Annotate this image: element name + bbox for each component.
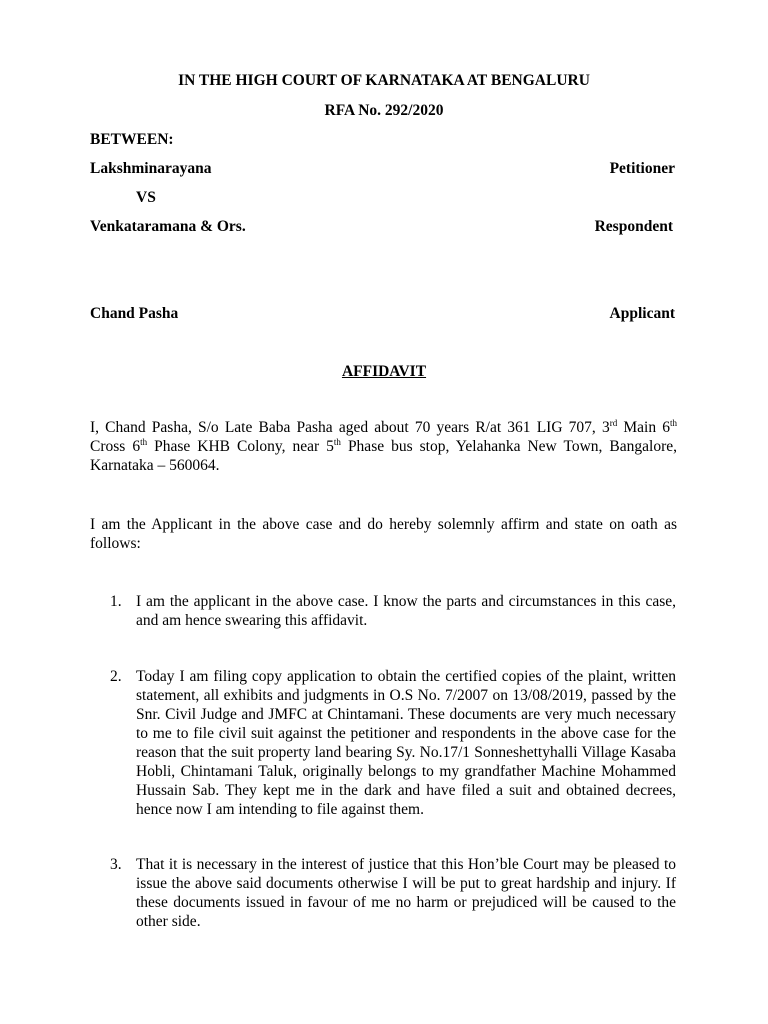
deponent-details: I, Chand Pasha, S/o Late Baba Pasha aged about 70 years R/at 361 LIG 707, 3rd Main 6th Cross 6th Phase KHB Colony, near 5th Phase bus stop, Yelahanka New Town, Bangalore, Karnataka – 560064.: [90, 417, 677, 474]
item-number: 3.: [110, 856, 122, 873]
item-text: That it is necessary in the interest of justice that this Hon’ble Court may be pleased to issue the above said documents otherwise I will be put to great hardship and injury. If these documents issued in favour of me no harm or prejudiced will be caused to the other side.: [136, 856, 676, 930]
petitioner-name: Lakshminarayana: [90, 160, 212, 177]
versus-label: VS: [136, 189, 156, 206]
item-text: I am the applicant in the above case. I know the parts and circumstances in this case, and am hence swearing this affidavit.: [136, 593, 676, 629]
between-label: BETWEEN:: [90, 131, 174, 148]
item-number: 2.: [110, 668, 122, 685]
respondent-name: Venkataramana & Ors.: [90, 218, 246, 235]
list-item: [110, 855, 676, 931]
list-item: [110, 592, 676, 630]
item-number: 1.: [110, 593, 122, 610]
item-text: Today I am filing copy application to obtain the certified copies of the plaint, written statement, all exhibits and judgments in O.S No. 7/2007 on 13/08/2019, passed by the Snr. Civil Judge and JMFC at Chintamani. These documents are very much necessary to me to file civil suit against the petitioner and respondents in the above case for the reason that the suit property land bearing Sy. No.17/1 Sonneshettyhalli Village Kasaba Hobli, Chintamani Taluk, originally belongs to my grandfather Machine Mohammed Hussain Sab. They kept me in the dark and have filed a suit and obtained decrees, hence now I am intending to file against them.: [136, 668, 676, 818]
applicant-name: Chand Pasha: [90, 305, 179, 322]
affirmation-statement: I am the Applicant in the above case and do hereby solemnly affirm and state on oath as follows:: [90, 516, 677, 552]
list-item: [110, 667, 676, 819]
respondent-role: Respondent: [594, 218, 673, 235]
case-number: RFA No. 292/2020: [324, 102, 444, 119]
petitioner-role: Petitioner: [609, 160, 675, 177]
court-heading: IN THE HIGH COURT OF KARNATAKA AT BENGALURU: [178, 72, 590, 89]
document-title: AFFIDAVIT: [341, 363, 427, 380]
applicant-role: Applicant: [609, 305, 675, 322]
